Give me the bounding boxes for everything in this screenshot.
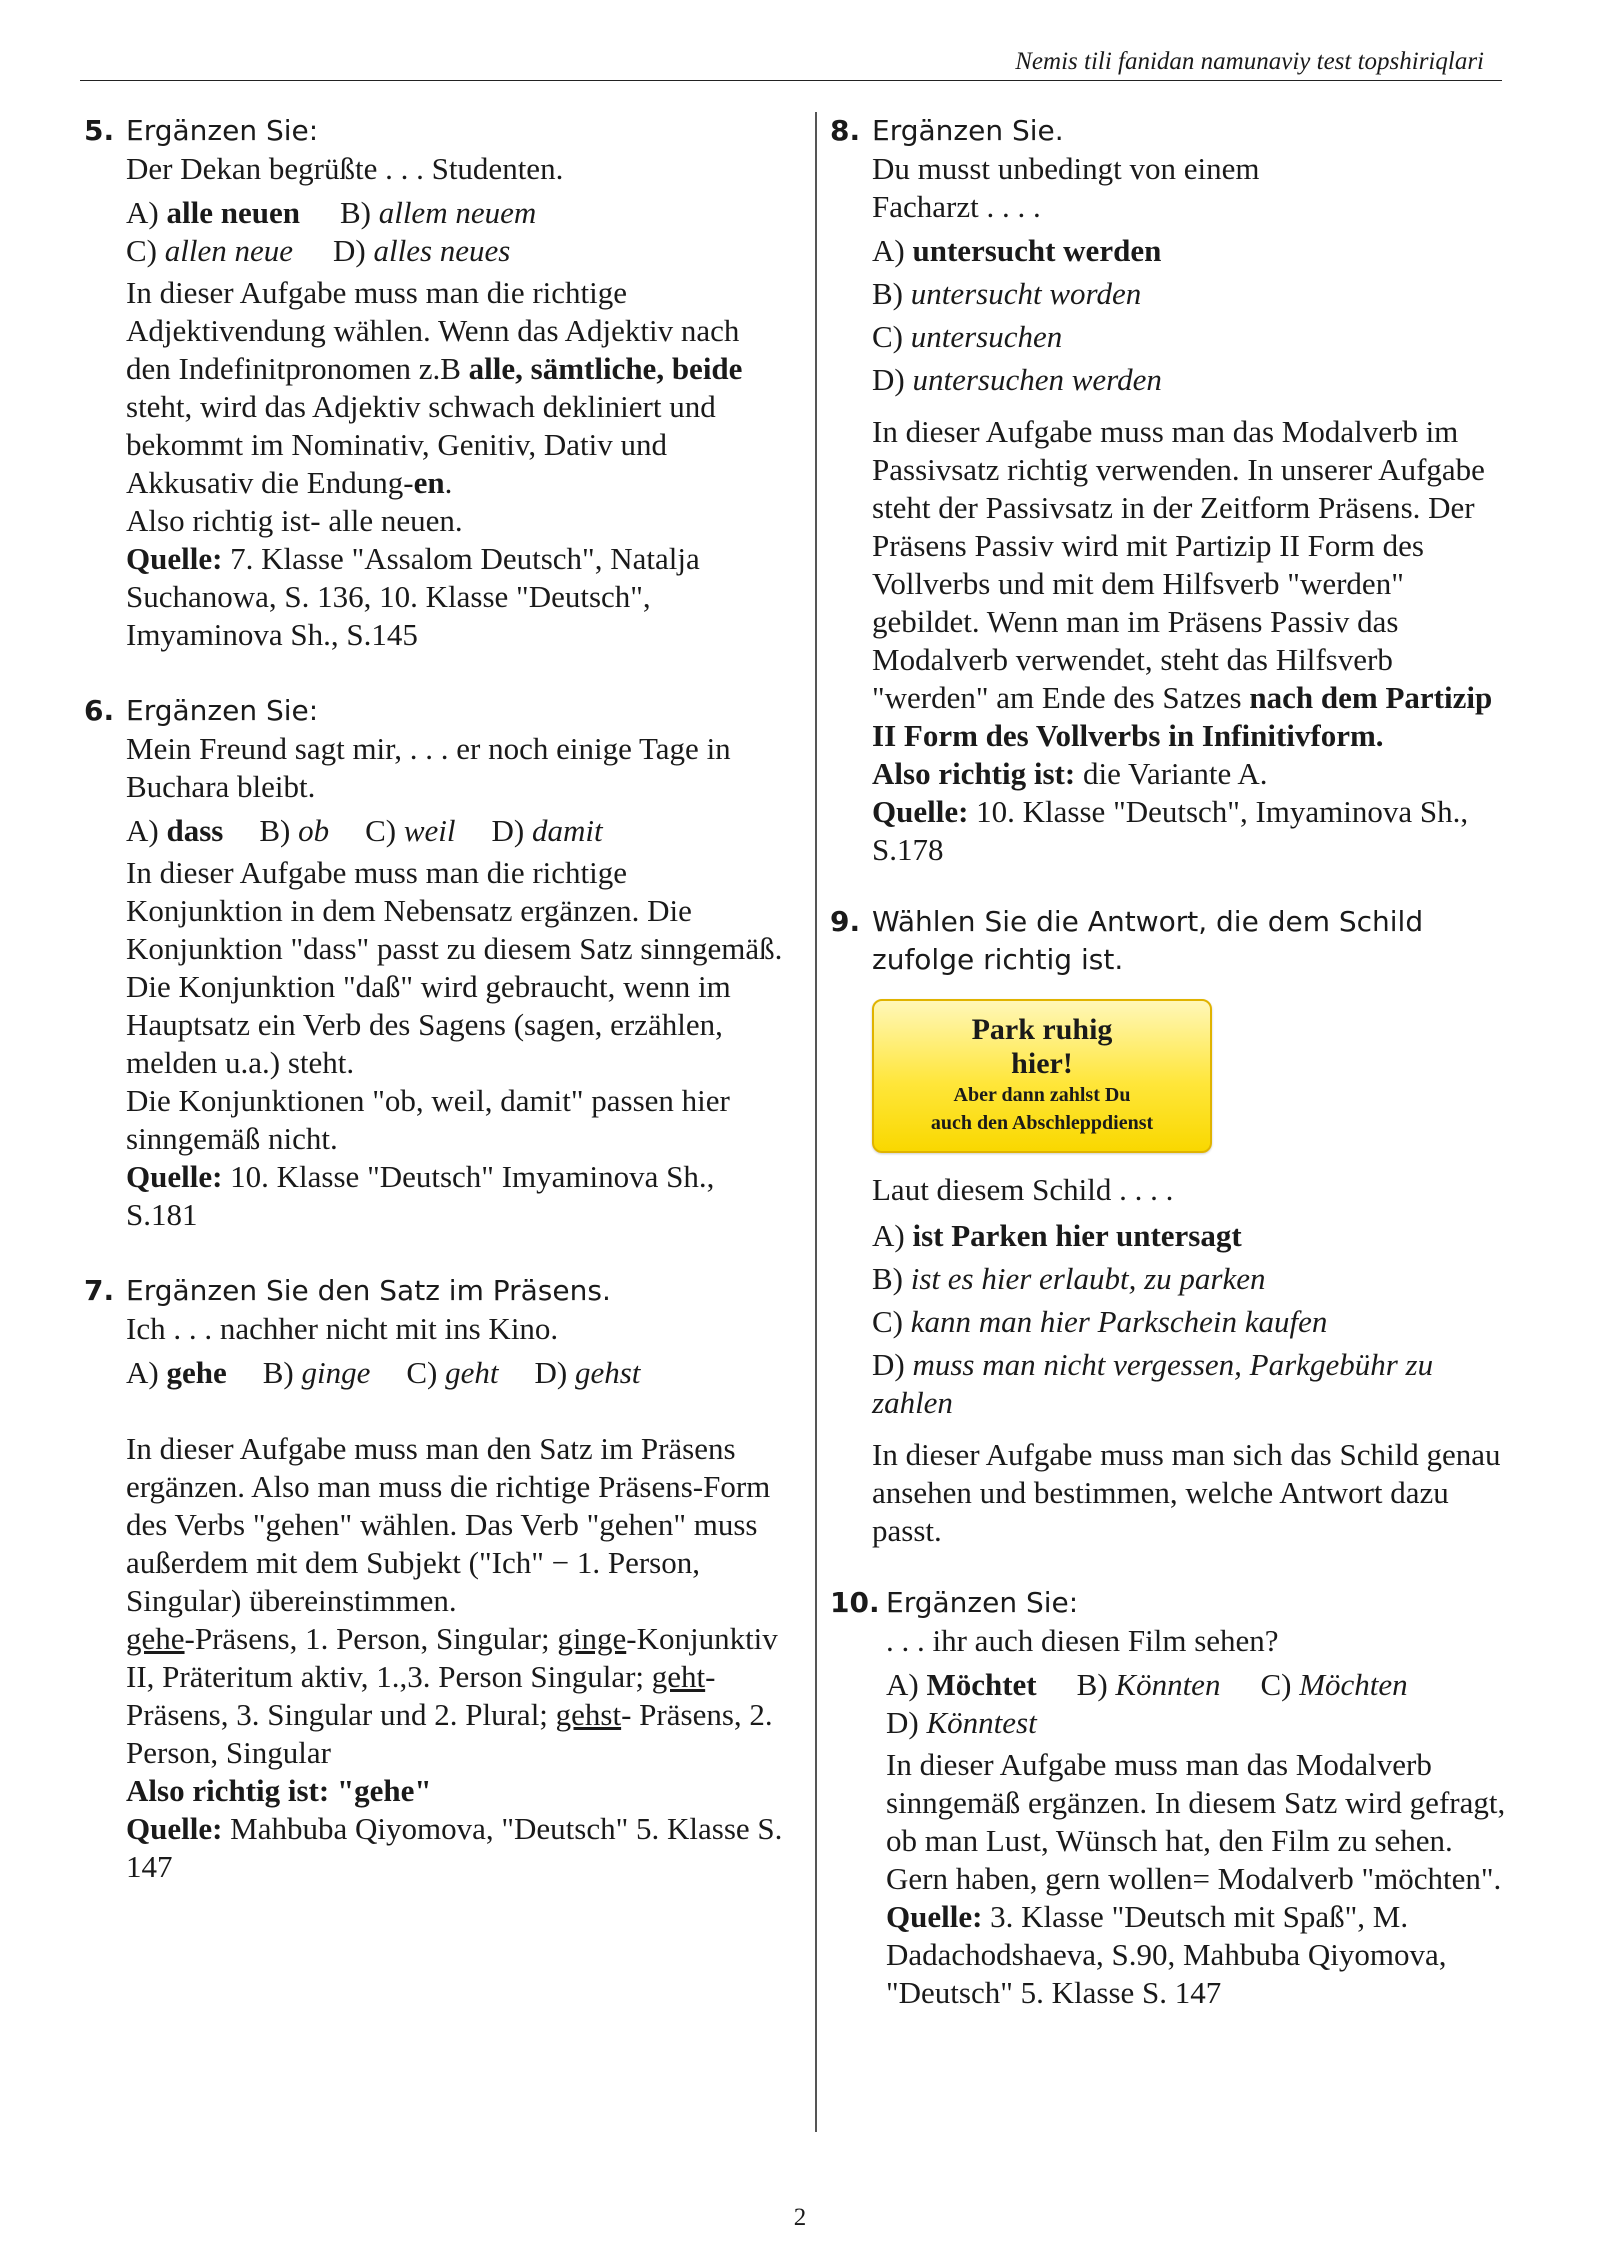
explanation: In dieser Aufgabe muss man die richtige Adjektivendung wählen. Wenn das Adjektiv nach den Indefinitpronomen z.B alle, sämtliche, beide steht, wird das Adjektiv schwach dekliniert und bekommt im Nominativ, Genitiv, Dativ und Akkusativ die Endung-en. xyxy=(126,275,743,500)
question-sentence: . . . ihr auch diesen Film sehen? xyxy=(886,1623,1279,1658)
answer-text: Also richtig ist: die Variante A. xyxy=(872,756,1268,791)
question-9 xyxy=(830,903,1510,1550)
question-prompt: Ergänzen Sie: xyxy=(126,114,319,147)
question-sentence: Mein Freund sagt mir, . . . er noch einige Tage in Buchara bleibt. xyxy=(126,731,731,804)
answer-options xyxy=(886,1666,1510,1742)
question-10 xyxy=(830,1584,1510,2012)
question-sentence: Du musst unbedingt von einem Facharzt . . . . xyxy=(872,151,1260,224)
option-d[interactable]: D) untersuchen werden xyxy=(872,362,1162,397)
option-d[interactable]: D) gehst xyxy=(534,1355,641,1390)
answer-options xyxy=(126,812,784,850)
answer-options xyxy=(872,1217,1510,1422)
explanation: In dieser Aufgabe muss man sich das Schild genau ansehen und bestimmen, welche Antwort dazu passt. xyxy=(872,1437,1501,1548)
question-number: 10. xyxy=(830,1586,880,1619)
option-d[interactable]: D) alles neues xyxy=(333,233,511,268)
source: Quelle: 10. Klasse "Deutsch" Imyaminova Sh., S.181 xyxy=(126,1159,715,1232)
explanation: In dieser Aufgabe muss man das Modalverb im Passivsatz richtig verwenden. In unserer Aufgabe steht der Passivsatz in der Zeitform Präsens. Der Präsens Passiv wird mit Partizip II Form des Vollverbs und mit dem Hilfsverb "werden" gebildet. Wenn man im Präsens Passiv das Modalverb verwendet, steht das Hilfsverb "werden" am Ende des Satzes nach dem Partizip II Form des Vollverbs in Infinitivform. xyxy=(872,414,1493,753)
question-prompt: Ergänzen Sie: xyxy=(886,1586,1079,1619)
question-sentence: Der Dekan begrüßte . . . Studenten. xyxy=(126,151,564,186)
option-a[interactable]: A) ist Parken hier untersagt xyxy=(872,1218,1242,1253)
option-c[interactable]: C) Möchten xyxy=(1260,1667,1408,1702)
question-5 xyxy=(84,112,784,654)
left-column xyxy=(84,112,784,1886)
source: Quelle: Mahbuba Qiyomova, "Deutsch" 5. Klasse S. 147 xyxy=(126,1811,783,1884)
option-c[interactable]: C) allen neue xyxy=(126,233,294,268)
question-7 xyxy=(84,1272,784,1886)
option-d[interactable]: D) Könntest xyxy=(886,1705,1037,1740)
question-number: 9. xyxy=(830,905,861,938)
page-header xyxy=(80,46,1502,81)
option-c[interactable]: C) untersuchen xyxy=(872,319,1063,354)
question-prompt: Ergänzen Sie den Satz im Präsens. xyxy=(126,1274,611,1307)
right-column xyxy=(830,112,1510,2012)
question-number: 8. xyxy=(830,114,861,147)
option-d[interactable]: D) damit xyxy=(491,813,603,848)
explanation: In dieser Aufgabe muss man den Satz im Präsens ergänzen. Also man muss die richtige Präsens-Form des Verbs "gehen" wählen. Das Verb "gehen" muss außerdem mit dem Subjekt ("Ich" − 1. Person, Singular) übereinstimmen. xyxy=(126,1431,771,1618)
explanation-2: Die Konjunktionen "ob, weil, damit" passen hier sinngemäß nicht. xyxy=(126,1083,730,1156)
option-a[interactable]: A) Möchtet xyxy=(886,1667,1037,1702)
source: Quelle: 10. Klasse "Deutsch", Imyaminova Sh., S.178 xyxy=(872,794,1469,867)
question-8 xyxy=(830,112,1510,869)
header-title: Nemis tili fanidan namunaviy test topshiriqlari xyxy=(1015,48,1484,75)
option-b[interactable]: B) allem neuem xyxy=(339,195,537,230)
parking-sign-image: Park ruhig hier! Aber dann zahlst Du auch den Abschleppdienst xyxy=(872,999,1212,1153)
question-prompt: Ergänzen Sie. xyxy=(872,114,1064,147)
question-number: 5. xyxy=(84,114,115,147)
answer-options xyxy=(126,194,646,270)
option-b[interactable]: B) ginge xyxy=(262,1355,371,1390)
question-prompt: Ergänzen Sie: xyxy=(126,694,319,727)
question-prompt: Wählen Sie die Antwort, die dem Schild zufolge richtig ist. xyxy=(872,905,1424,976)
option-c[interactable]: C) weil xyxy=(365,813,456,848)
answer-options xyxy=(872,232,1510,399)
column-divider xyxy=(815,112,817,2132)
option-c[interactable]: C) geht xyxy=(406,1355,499,1390)
option-a[interactable]: A) untersucht werden xyxy=(872,233,1162,268)
question-sentence: Ich . . . nachher nicht mit ins Kino. xyxy=(126,1311,559,1346)
question-number: 6. xyxy=(84,694,115,727)
option-b[interactable]: B) ob xyxy=(259,813,330,848)
option-b[interactable]: B) untersucht worden xyxy=(872,276,1142,311)
question-sentence: Laut diesem Schild . . . . xyxy=(872,1172,1174,1207)
question-number: 7. xyxy=(84,1274,115,1307)
answer-text: Also richtig ist- alle neuen. xyxy=(126,503,463,538)
option-b[interactable]: B) ist es hier erlaubt, zu parken xyxy=(872,1261,1266,1296)
page-number: 2 xyxy=(793,2204,807,2231)
option-c[interactable]: C) kann man hier Parkschein kaufen xyxy=(872,1304,1328,1339)
option-a[interactable]: A) dass xyxy=(126,813,224,848)
option-d[interactable]: D) muss man nicht vergessen, Parkgebühr zu zahlen xyxy=(872,1347,1434,1420)
answer-text: Also richtig ist: "gehe" xyxy=(126,1773,432,1808)
option-b[interactable]: B) Könnten xyxy=(1076,1667,1221,1702)
option-a[interactable]: A) gehe xyxy=(126,1355,227,1390)
explanation: In dieser Aufgabe muss man das Modalverb sinngemäß ergänzen. In diesem Satz wird gefragt, ob man Lust, Wünsch hat, den Film zu sehen. Gern haben, gern wollen= Modalverb "möchten". xyxy=(886,1747,1506,1896)
verb-forms: gehe-Präsens, 1. Person, Singular; ginge-Konjunktiv II, Präteritum aktiv, 1.,3. Person Singular; geht- Präsens, 3. Singular und 2. Plural; gehst- Präsens, 2. Person, Singular xyxy=(126,1621,778,1770)
source: Quelle: 3. Klasse "Deutsch mit Spaß", M. Dadachodshaeva, S.90, Mahbuba Qiyomova, "Deutsch" 5. Klasse S. 147 xyxy=(886,1899,1447,2010)
question-6 xyxy=(84,692,784,1234)
source: Quelle: 7. Klasse "Assalom Deutsch", Natalja Suchanowa, S. 136, 10. Klasse "Deutsch", Imyaminova Sh., S.145 xyxy=(126,541,700,652)
explanation: In dieser Aufgabe muss man die richtige Konjunktion in dem Nebensatz ergänzen. Die Konjunktion "dass" passt zu diesem Satz sinngemäß. Die Konjunktion "daß" wird gebraucht, wenn im Hauptsatz ein Verb des Sagens (sagen, erzählen, melden u.a.) steht. xyxy=(126,855,783,1080)
answer-options xyxy=(126,1354,784,1392)
option-a[interactable]: A) alle neuen xyxy=(126,195,300,230)
